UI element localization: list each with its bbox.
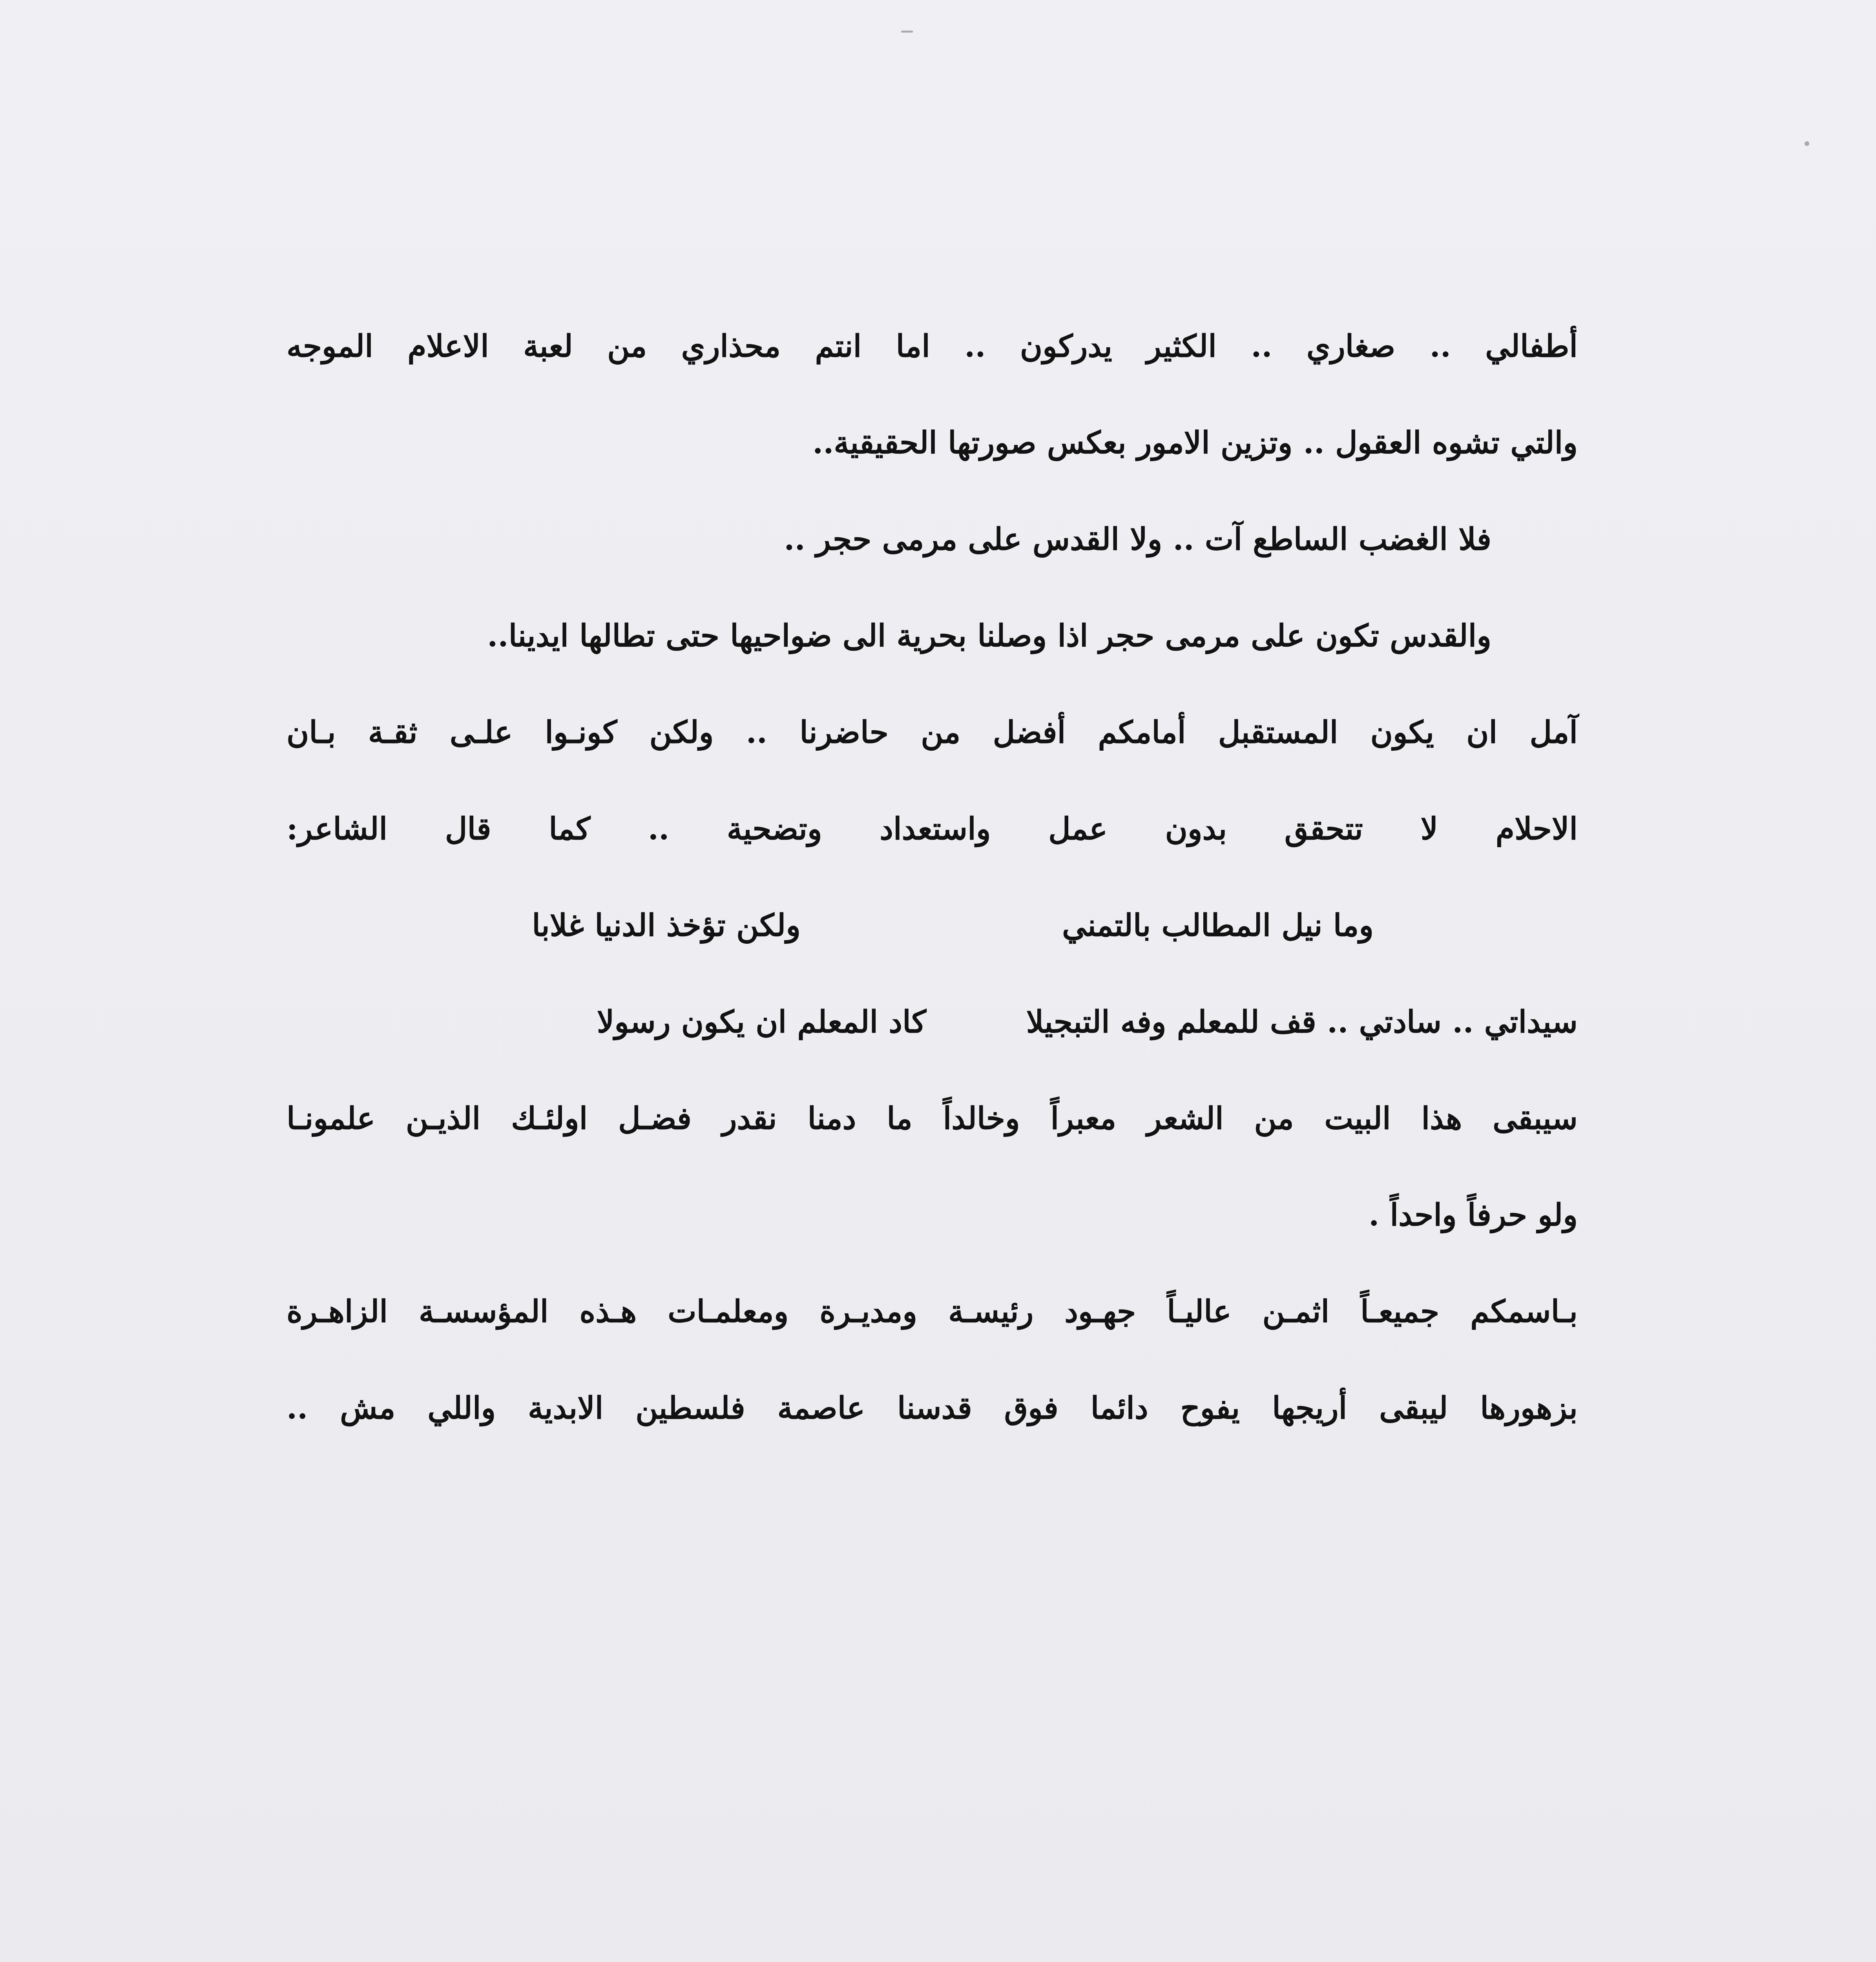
paragraph-line: بـاسمكم جميعـاً اثمـن عاليـاً جهـود رئيسـة ومديـرة ومعلمـات هـذه المؤسسـة الزاهـرة	[287, 1294, 1578, 1329]
poem-verse	[287, 877, 1578, 974]
paragraph-line: آمل ان يكون المستقبل أمامكم أفضل من حاضرنا .. ولكن كونـوا علـى ثقـة بـان	[287, 715, 1578, 750]
poem-verse	[287, 974, 1578, 1070]
scan-speck	[1805, 141, 1809, 146]
paragraph-line: سيبقى هذا البيت من الشعر معبراً وخالداً ما دمنا نقدر فضـل اولئـك الذيـن علمونـا	[287, 1101, 1578, 1136]
verse-second-hemistich: ولكن تؤخذ الدنيا غلابا	[532, 908, 801, 943]
paragraph-line: بزهورها ليبقى أريجها يفوح دائما فوق قدسنا عاصمة فلسطين الابدية واللي مش ..	[287, 1390, 1578, 1426]
verse-second-hemistich: كاد المعلم ان يكون رسولا	[597, 1004, 926, 1040]
verse-first-hemistich: وما نيل المطالب بالتمني	[1062, 908, 1374, 943]
verse-first-hemistich: سيداتي .. سادتي .. قف للمعلم وفه التبجيلا	[1026, 1004, 1578, 1040]
paragraph-line: والقدس تكون على مرمى حجر اذا وصلنا بحرية الى ضواحيها حتى تطالها ايدينا..	[487, 618, 1491, 654]
scan-mark-top	[901, 31, 913, 33]
body-text	[287, 298, 1578, 1457]
paragraph-line: فلا الغضب الساطع آت .. ولا القدس على مرمى حجر ..	[784, 521, 1491, 557]
paragraph-line: أطفالي .. صغاري .. الكثير يدركون .. اما انتم محذاري من لعبة الاعلام الموجه	[287, 328, 1578, 364]
paragraph-line: الاحلام لا تتحقق بدون عمل واستعداد وتضحية .. كما قال الشاعر:	[287, 811, 1578, 847]
paragraph-line: والتي تشوه العقول .. وتزين الامور بعكس صورتها الحقيقية..	[812, 425, 1578, 461]
paragraph-line: ولو حرفاً واحداً .	[1369, 1197, 1578, 1233]
